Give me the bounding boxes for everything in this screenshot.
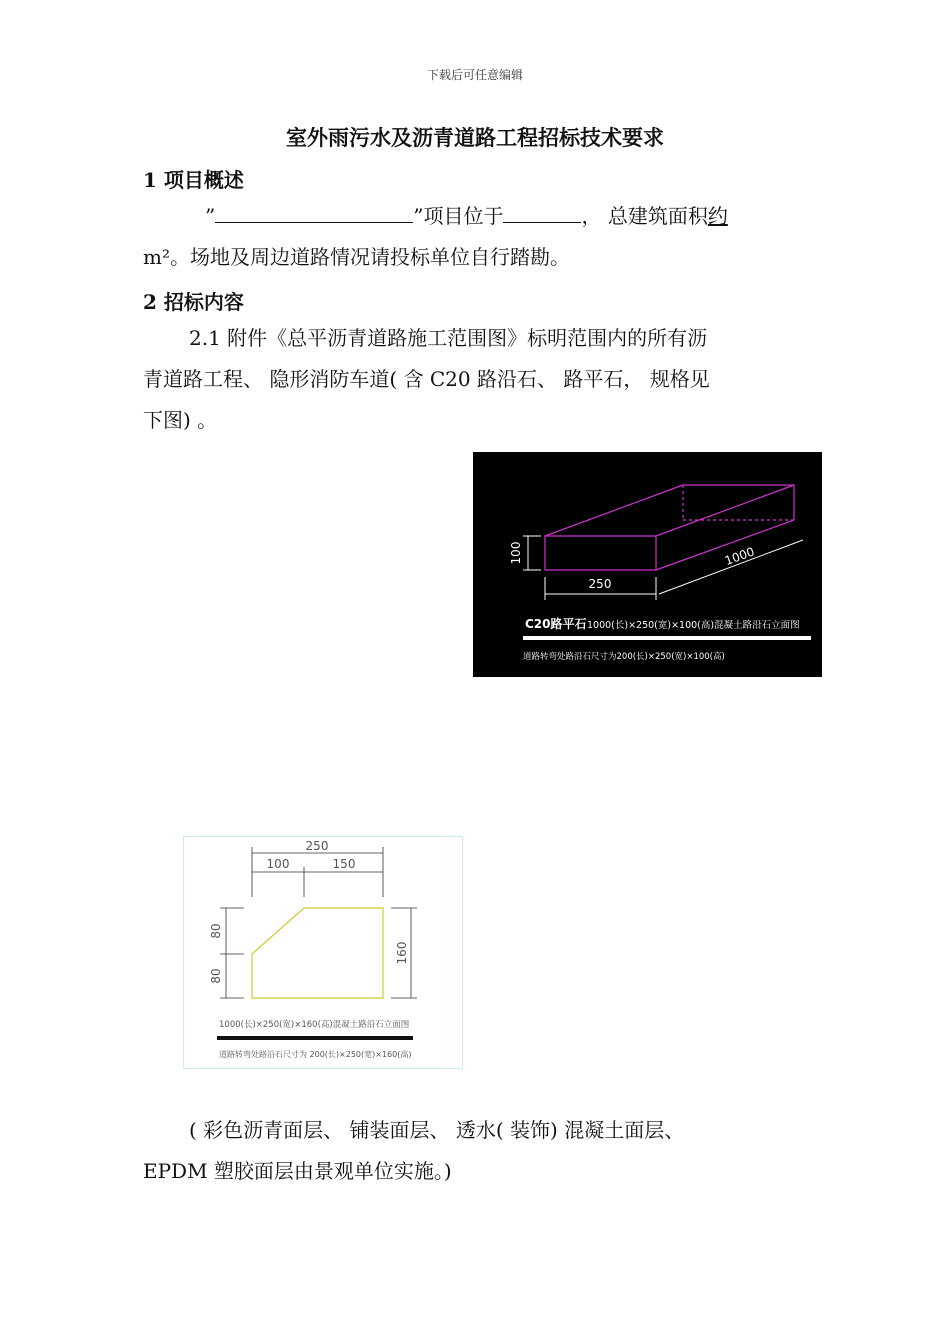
stone-spec-label: 1000(长)×250(宽)×100(高)混凝土路沿石立面图 <box>587 620 800 631</box>
dim-height-label: 160 <box>395 941 409 965</box>
section-1-heading: 1 项目概述 <box>143 168 244 192</box>
section-1-paragraph <box>143 196 807 237</box>
curb-outline <box>252 908 383 998</box>
curb-stone-elevation-figure <box>183 836 463 1069</box>
dim-upper-label: 80 <box>209 923 223 939</box>
curb-flat-stone-figure <box>473 452 822 677</box>
dim-total-label: 250 <box>305 839 329 853</box>
page-header: 下载后可任意编辑 <box>426 68 523 82</box>
section-2-line-3: 下图) 。 <box>143 408 218 432</box>
section-2-heading: 2 招标内容 <box>143 290 244 314</box>
section-2-line-1: 2.1 附件《总平沥青道路施工范围图》标明范围内的所有沥 <box>189 326 708 350</box>
area-label: ， 总建筑面积 <box>581 204 708 228</box>
dim-right-label: 150 <box>332 857 356 871</box>
dim-length-label: 1000 <box>722 544 757 569</box>
stone-spec-label: 1000(长)×250(宽)×160(高)混凝土路沿石立面图 <box>219 1020 410 1030</box>
location-label: ”项目位于 <box>413 204 504 228</box>
dim-height-label: 100 <box>509 541 523 565</box>
location-blank <box>503 200 581 223</box>
note-line-2: EPDM 塑胶面层由景观单位实施。) <box>143 1159 452 1183</box>
stone-sub-label: 道路转弯处路沿石尺寸为200(长)×250(宽)×100(高) <box>523 652 725 662</box>
dimension-lines <box>220 847 417 998</box>
note-line-1: ( 彩色沥青面层、 铺装面层、 透水( 装饰) 混凝土面层、 <box>189 1118 685 1142</box>
area-approx: 约 <box>707 204 728 228</box>
open-quote: ” <box>205 204 216 228</box>
label-underline <box>217 1036 413 1040</box>
dim-left-label: 100 <box>266 857 290 871</box>
dim-width-label: 250 <box>588 577 612 591</box>
dim-lower-label: 80 <box>209 968 223 984</box>
document-title: 室外雨污水及沥青道路工程招标技术要求 <box>286 125 664 150</box>
stone-name-label: C20路平石 <box>525 617 587 631</box>
section-2-line-2: 青道路工程、 隐形消防车道( 含 C20 路沿石、 路平石， 规格见 <box>143 367 710 391</box>
stone-sub-label: 道路转弯处路沿石尺寸为 200(长)×250(宽)×160(高) <box>219 1050 412 1059</box>
label-underline <box>523 636 811 640</box>
section-1-line-2: m²。场地及周边道路情况请投标单位自行踏勘。 <box>143 245 570 269</box>
project-name-blank <box>215 200 413 223</box>
